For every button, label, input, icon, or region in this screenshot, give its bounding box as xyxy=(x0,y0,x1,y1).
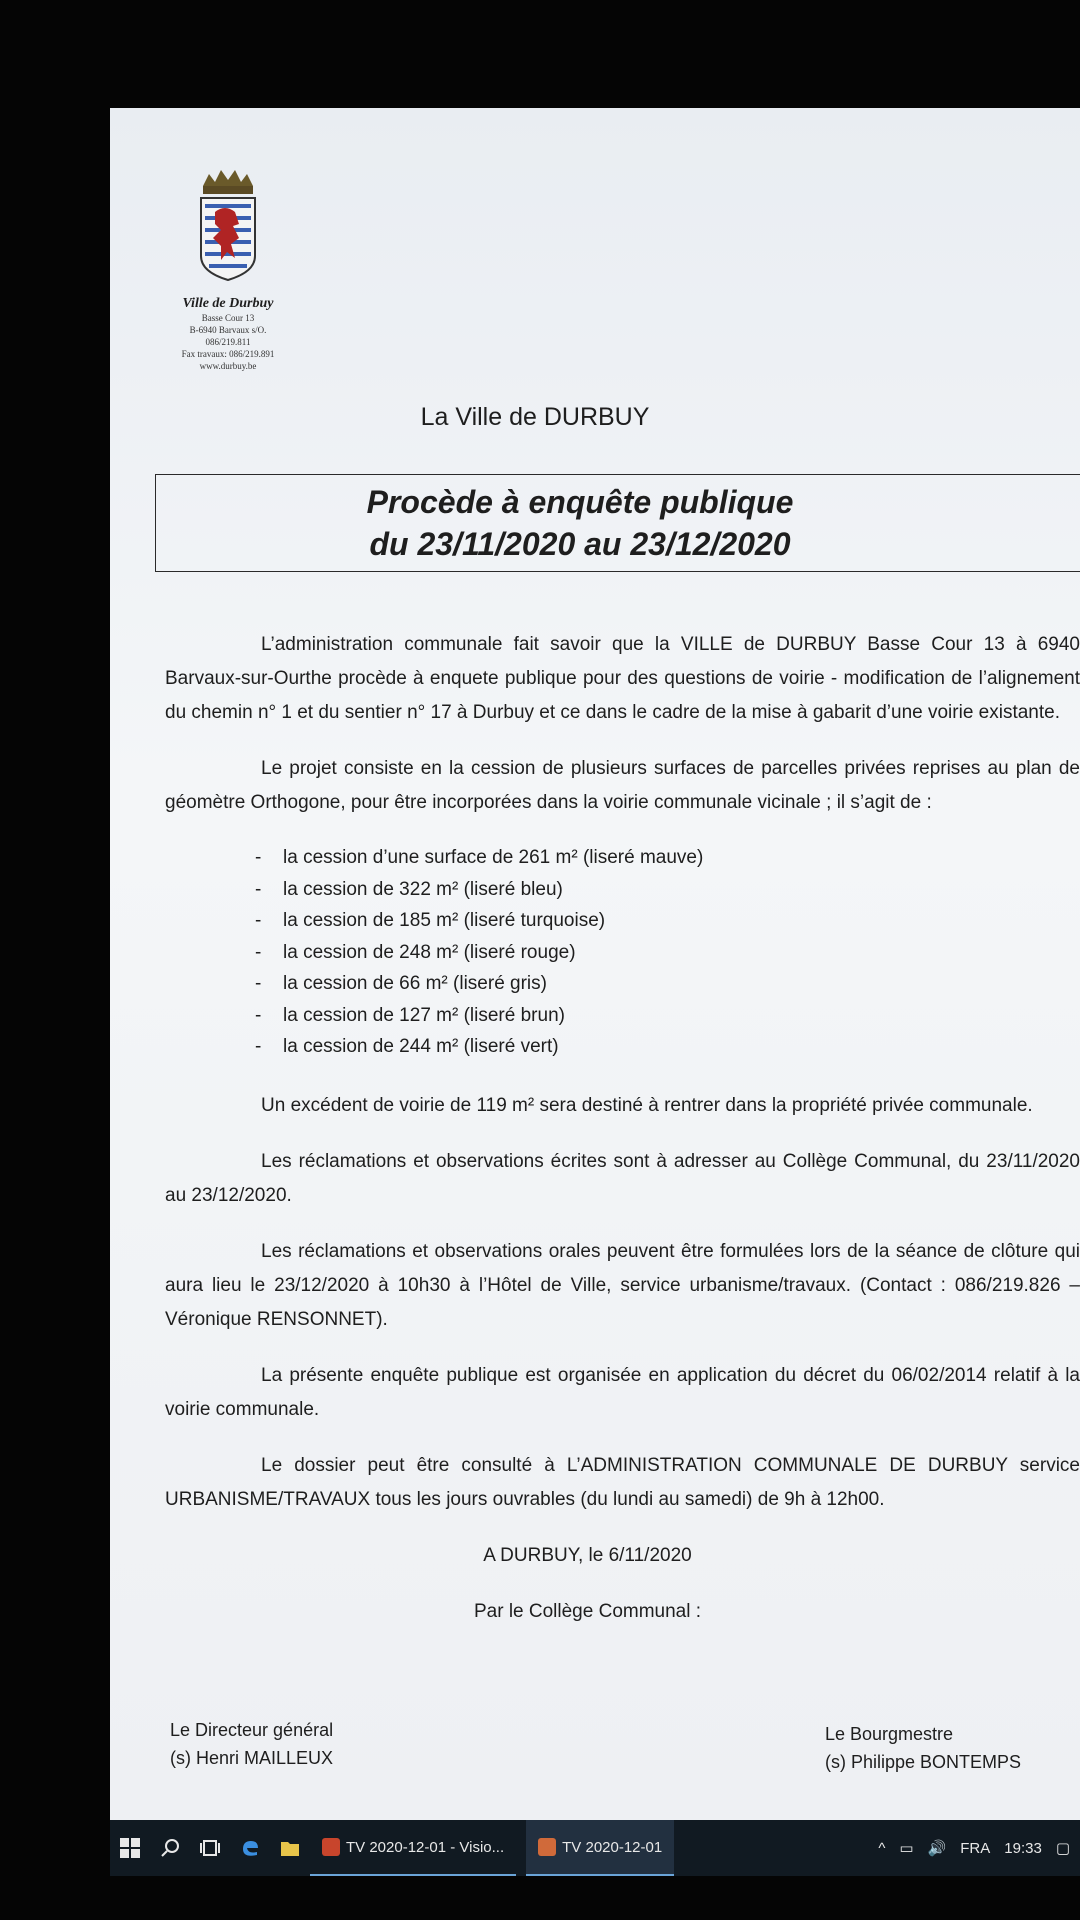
durbuy-crest-icon xyxy=(195,168,261,288)
list-item: - la cession de 322 m² (liseré bleu) xyxy=(255,874,1080,906)
paragraph-consultation-text: Le dossier peut être consulté à L’ADMINISTRATION COMMUNALE DE DURBUY service URBANISME/TRAVAUX tous les jours ouvrables (du lundi au samedi) de 9h à 12h00. xyxy=(165,1454,1080,1510)
edge-icon[interactable] xyxy=(230,1820,270,1876)
task-view-icon[interactable] xyxy=(190,1820,230,1876)
system-tray xyxy=(878,1839,1080,1857)
screen xyxy=(110,108,1080,1820)
paragraph-intro xyxy=(165,628,1080,730)
crest-address-line: www.durbuy.be xyxy=(199,361,257,371)
crest-address-line: 086/219.811 xyxy=(205,337,251,347)
signatory-name: (s) Philippe BONTEMPS xyxy=(825,1752,1022,1772)
volume-icon[interactable]: 🔊 xyxy=(927,1840,947,1857)
place-date: A DURBUY, le 6/11/2020 xyxy=(483,1544,692,1566)
powerpoint-icon xyxy=(322,1838,340,1856)
list-item: - la cession de 244 m² (liseré vert) xyxy=(255,1031,1080,1063)
signed-by: Par le Collège Communal : xyxy=(473,1600,702,1622)
taskbar-app-label: TV 2020-12-01 - Visio... xyxy=(346,1838,505,1856)
taskbar-app-powerpoint[interactable] xyxy=(310,1820,516,1876)
paragraph-oral-claims xyxy=(165,1235,1080,1337)
notice-title-line2: du 23/11/2020 au 23/12/2020 xyxy=(369,526,791,562)
taskbar-app-label: TV 2020-12-01 xyxy=(562,1838,663,1856)
notice-title-line1: Procède à enquête publique xyxy=(366,484,794,520)
paragraph-oral-claims-text: Les réclamations et observations orales peuvent être formulées lors de la séance de clôture qui aura lieu le 23/12/2020 à 10h30 à l’Hôtel de Ville, service urbanisme/travaux. (Contact : 086/219.826 – Véronique RENSONNET). xyxy=(165,1240,1080,1330)
chevron-up-icon[interactable]: ^ xyxy=(878,1839,886,1857)
paragraph-written-claims xyxy=(165,1145,1080,1213)
language-indicator[interactable]: FRA xyxy=(960,1839,991,1857)
notification-icon[interactable]: ▢ xyxy=(1055,1840,1070,1857)
paragraph-project-text: Le projet consiste en la cession de plusieurs surfaces de parcelles privées reprises au plan de géomètre Orthogone, pour être incorporées dans la voirie communale vicinale ; il s’agit de : xyxy=(165,758,1080,813)
crest-address-line: B-6940 Barvaux s/O. xyxy=(189,325,267,335)
list-item: - la cession d’une surface de 261 m² (liseré mauve) xyxy=(255,842,1080,874)
search-icon[interactable] xyxy=(150,1820,190,1876)
list-item: - la cession de 185 m² (liseré turquoise) xyxy=(255,905,1080,937)
notice-title-box xyxy=(155,474,1080,572)
cession-list xyxy=(255,842,1080,1063)
signature-mayor xyxy=(825,1720,1021,1776)
paragraph-excess xyxy=(165,1089,1080,1123)
list-item: - la cession de 66 m² (liseré gris) xyxy=(255,968,1080,1000)
paragraph-project xyxy=(165,752,1080,820)
windows-icon[interactable] xyxy=(110,1820,150,1876)
crest-address xyxy=(168,312,288,372)
clock[interactable]: 19:33 xyxy=(1004,1839,1042,1857)
list-item: - la cession de 127 m² (liseré brun) xyxy=(255,1000,1080,1032)
notice-body xyxy=(165,628,1080,1651)
paragraph-decree-text: La présente enquête publique est organisée en application du décret du 06/02/2014 relatif à la voirie communale. xyxy=(165,1364,1080,1420)
signatory-title: Le Directeur général xyxy=(170,1720,334,1740)
paragraph-decree xyxy=(165,1359,1080,1427)
notice-document xyxy=(110,108,1080,1818)
crest-block xyxy=(168,168,288,372)
paragraph-consultation xyxy=(165,1449,1080,1517)
network-icon[interactable]: ▭ xyxy=(899,1840,914,1857)
paragraph-written-claims-text: Les réclamations et observations écrites sont à adresser au Collège Communal, du 23/11/2020 au 23/12/2020. xyxy=(165,1150,1080,1206)
crest-address-line: Basse Cour 13 xyxy=(201,313,255,323)
file-explorer-icon[interactable] xyxy=(270,1820,310,1876)
paragraph-excess-text: Un excédent de voirie de 119 m² sera destiné à rentrer dans la propriété privée communale. xyxy=(261,1094,1033,1116)
signatory-title: Le Bourgmestre xyxy=(825,1724,954,1744)
signatory-name: (s) Henri MAILLEUX xyxy=(170,1748,334,1768)
crest-name: Ville de Durbuy xyxy=(182,296,274,311)
notice-heading: La Ville de DURBUY xyxy=(420,403,650,431)
list-item: - la cession de 248 m² (liseré rouge) xyxy=(255,937,1080,969)
signature-director xyxy=(170,1716,333,1772)
slideshow-icon xyxy=(538,1838,556,1856)
taskbar-app-slideshow[interactable] xyxy=(526,1820,674,1876)
taskbar xyxy=(110,1820,1080,1876)
paragraph-intro-text: L’administration communale fait savoir que la VILLE de DURBUY Basse Cour 13 à 6940 Barvaux-sur-Ourthe procède à enquete publique pour des questions de voirie - modification de l’alignement du chemin n° 1 et du sentier n° 17 à Durbuy et ce dans le cadre de la mise à gabarit d’une voirie existante. xyxy=(165,634,1080,723)
crest-address-line: Fax travaux: 086/219.891 xyxy=(181,349,275,359)
